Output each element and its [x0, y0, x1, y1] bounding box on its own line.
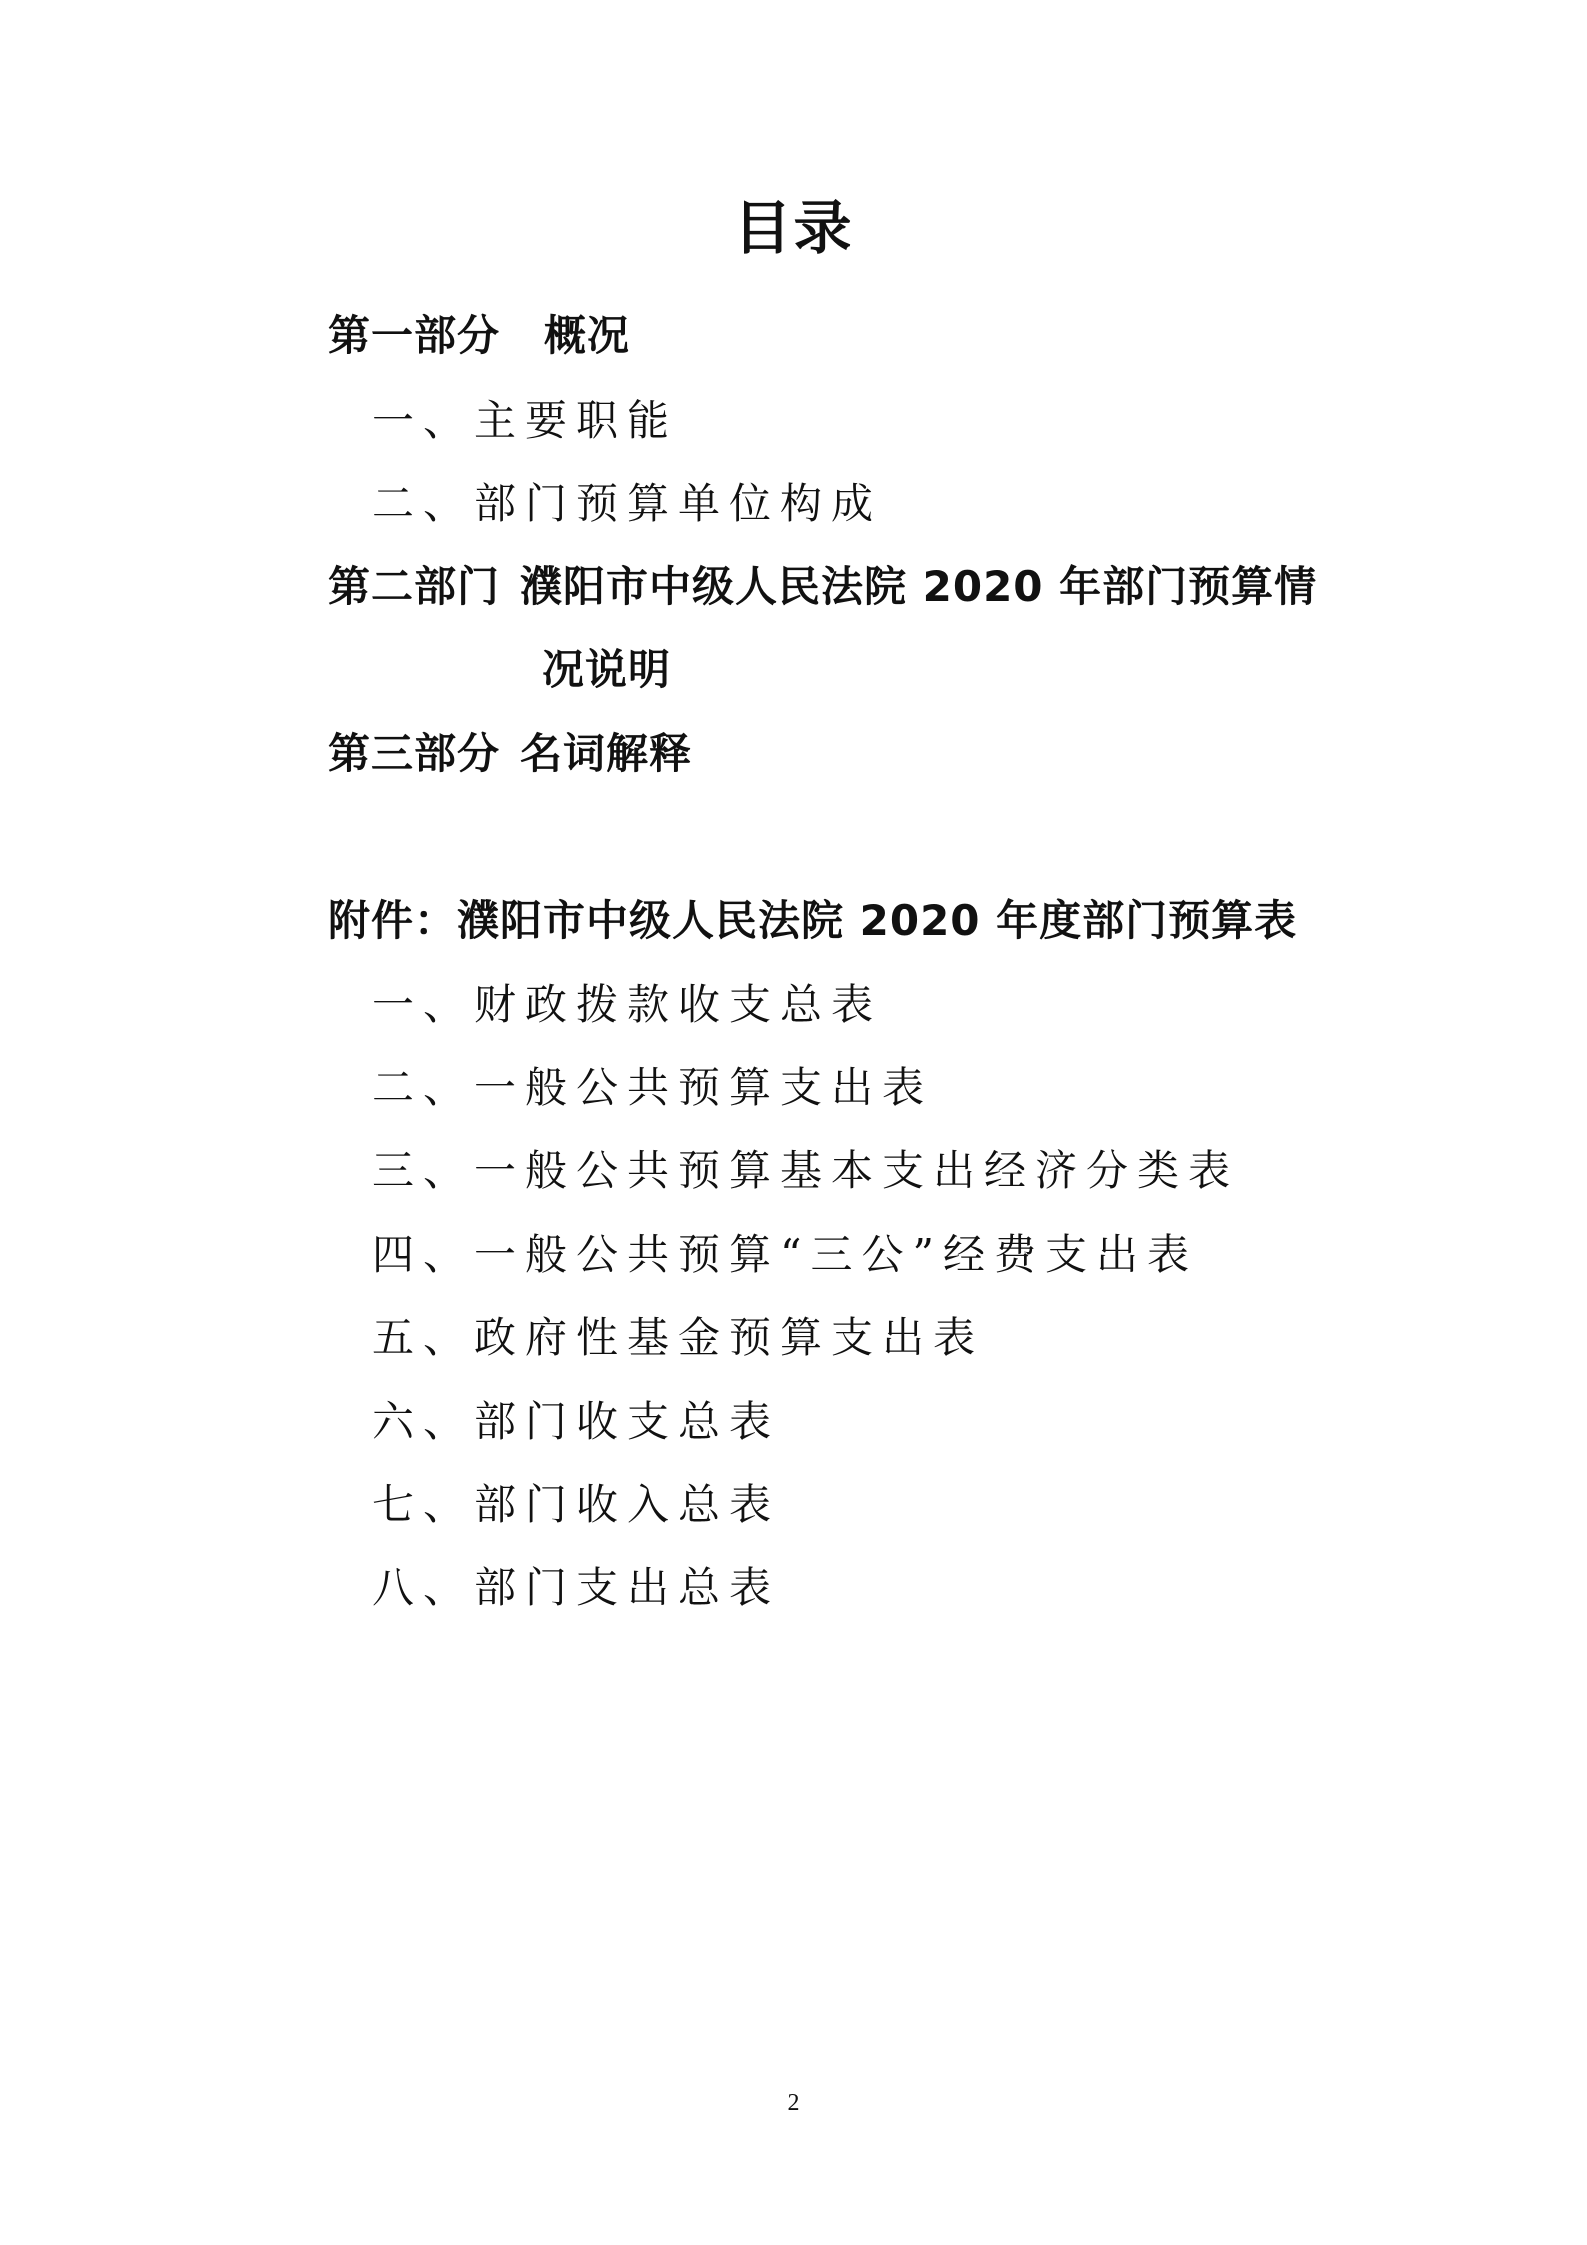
- appendix-label: 附件：: [328, 896, 458, 945]
- part1-item-2: 二、部门预算单位构成: [372, 479, 883, 528]
- part1-item-1: 一、主要职能: [372, 396, 679, 445]
- page-title: 目录: [733, 194, 854, 262]
- part1-heading: [328, 306, 630, 366]
- part3-label: 第三部分: [328, 729, 501, 778]
- part2-title-line2: 况说明: [542, 645, 672, 694]
- part3-title: 名词解释: [520, 729, 693, 778]
- appendix-item-5: 五、政府性基金预算支出表: [372, 1313, 985, 1362]
- part3-heading: [328, 724, 692, 784]
- appendix-item-8: 八、部门支出总表: [372, 1563, 781, 1612]
- part1-title: 概况: [544, 311, 631, 360]
- part2-heading: [328, 557, 1317, 617]
- page-number: 2: [787, 2090, 800, 2116]
- part2-label: 第二部门: [328, 562, 501, 611]
- appendix-item-4: 四、一般公共预算“三公”经费支出表: [372, 1230, 1198, 1279]
- appendix-heading: [328, 891, 1297, 951]
- appendix-item-1: 一、财政拨款收支总表: [372, 980, 883, 1029]
- appendix-item-7: 七、部门收入总表: [372, 1480, 781, 1529]
- part1-label: 第一部分: [328, 311, 501, 360]
- appendix-title: 濮阳市中级人民法院 2020 年度部门预算表: [457, 896, 1298, 945]
- appendix-item-6: 六、部门收支总表: [372, 1397, 781, 1446]
- appendix-item-3: 三、一般公共预算基本支出经济分类表: [372, 1146, 1240, 1195]
- appendix-item-2: 二、一般公共预算支出表: [372, 1063, 934, 1112]
- part2-title-line1: 濮阳市中级人民法院 2020 年部门预算情: [520, 562, 1318, 611]
